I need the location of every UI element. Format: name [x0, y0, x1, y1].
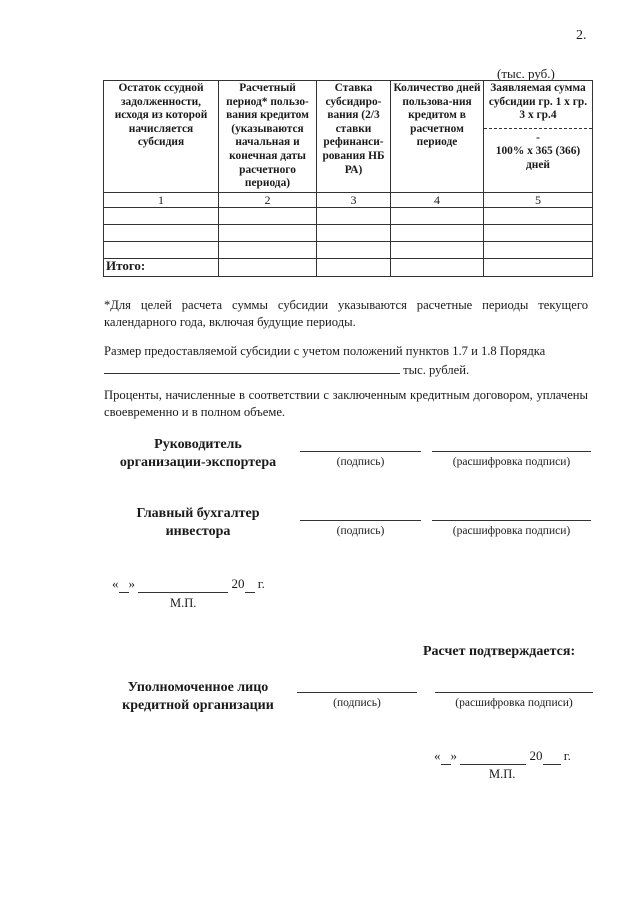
page-number: 2. — [576, 28, 587, 43]
quote-open: « — [112, 576, 119, 591]
name-line[interactable] — [432, 451, 591, 452]
table-cell[interactable] — [391, 225, 484, 242]
table-row — [104, 242, 593, 259]
table-row — [104, 208, 593, 225]
table-cell[interactable] — [317, 242, 391, 259]
name-caption: (расшифровка подписи) — [452, 525, 571, 537]
header-claimed-subsidy — [484, 81, 593, 193]
table-units: (тыс. руб.) — [497, 66, 555, 81]
total-cell[interactable] — [219, 259, 317, 277]
signatory-role-director — [103, 436, 293, 472]
column-number: 3 — [317, 193, 391, 208]
header-loan-balance: Остаток ссудной задолженности, исходя из которой начисляется субсидия — [104, 81, 219, 193]
signature-line[interactable] — [300, 520, 421, 521]
total-cell[interactable] — [391, 259, 484, 277]
subsidy-size-paragraph — [104, 343, 588, 379]
signature-caption: (подпись) — [333, 697, 381, 709]
signature-line[interactable] — [300, 451, 421, 452]
name-caption: (расшифровка подписи) — [455, 697, 573, 709]
role-line: организации-экспортера — [119, 455, 277, 470]
quote-close: » — [450, 748, 457, 763]
table-cell[interactable] — [484, 225, 593, 242]
role-line: инвестора — [165, 524, 231, 539]
table-cell[interactable] — [391, 208, 484, 225]
year-suffix: г. — [257, 576, 265, 591]
interest-statement: Проценты, начисленные в соответствии с заключенным кредитным договором, уплачены своевременно и в полном объеме. — [104, 388, 588, 419]
month-blank[interactable] — [460, 748, 526, 765]
table-cell[interactable] — [317, 208, 391, 225]
name-line[interactable] — [432, 520, 591, 521]
role-line: Уполномоченное лицо — [127, 680, 269, 695]
quote-close: » — [128, 576, 135, 591]
formula-denominator: 100% х 365 (366) дней — [495, 145, 581, 171]
day-blank[interactable] — [119, 576, 129, 593]
column-number-row — [104, 193, 593, 208]
table-cell[interactable] — [104, 242, 219, 259]
subsidy-calculation-table — [103, 80, 593, 277]
name-caption: (расшифровка подписи) — [452, 456, 571, 468]
name-line[interactable] — [435, 692, 593, 693]
table-cell[interactable] — [219, 225, 317, 242]
day-blank[interactable] — [441, 748, 451, 765]
subsidy-size-suffix: тыс. рублей. — [403, 363, 470, 377]
signatory-role-accountant — [103, 505, 293, 541]
total-row — [104, 259, 593, 277]
table-cell[interactable] — [484, 242, 593, 259]
table-header-row — [104, 81, 593, 193]
table-row — [104, 225, 593, 242]
table-cell[interactable] — [219, 208, 317, 225]
role-line: Руководитель — [154, 437, 242, 452]
footnote: *Для целей расчета суммы субсидии указываются расчетные периоды текущего календарного года, включая будущие периоды. — [104, 298, 588, 329]
total-label: Итого: — [104, 259, 219, 277]
table-cell[interactable] — [104, 208, 219, 225]
subsidy-size-text: Размер предоставляемой субсидии с учетом положений пунктов 1.7 и 1.8 Порядка — [104, 344, 546, 358]
column-number: 2 — [219, 193, 317, 208]
month-blank[interactable] — [138, 576, 228, 593]
total-cell[interactable] — [484, 259, 593, 277]
formula-dash: - — [536, 131, 540, 144]
role-line: кредитной организации — [122, 698, 274, 713]
year-blank[interactable] — [543, 748, 561, 765]
stamp-placeholder: М.П. — [170, 596, 197, 610]
signatory-role-bank-representative — [103, 679, 293, 715]
formula-numerator: Заявляемая сумма субсидии гр. 1 х гр. 3 х гр.4 — [488, 82, 588, 122]
date-field — [434, 748, 571, 765]
year-suffix: г. — [563, 748, 571, 763]
table-cell[interactable] — [317, 225, 391, 242]
table-cell[interactable] — [219, 242, 317, 259]
signature-caption: (подпись) — [336, 525, 385, 537]
header-days-count: Количество дней пользова-ния кредитом в расчетном периоде — [391, 81, 484, 193]
role-line: Главный бухгалтер — [136, 506, 260, 521]
year-blank[interactable] — [245, 576, 255, 593]
table-cell[interactable] — [104, 225, 219, 242]
year-prefix: 20 — [529, 748, 543, 763]
subsidy-amount-field[interactable] — [104, 360, 400, 374]
fraction-line — [484, 126, 592, 129]
date-field — [112, 576, 265, 593]
signature-caption: (подпись) — [336, 456, 385, 468]
header-subsidy-rate: Ставка субсидиро-вания (2/3 ставки рефинанси-рования НБ РА) — [317, 81, 391, 193]
column-number: 5 — [484, 193, 593, 208]
stamp-placeholder: М.П. — [489, 767, 516, 781]
column-number: 1 — [104, 193, 219, 208]
quote-open: « — [434, 748, 441, 763]
confirmation-title: Расчет подтверждается: — [423, 644, 576, 659]
table-cell[interactable] — [391, 242, 484, 259]
header-calculation-period: Расчетный период* пользо-вания кредитом (указываются начальная и конечная даты расчетного периода) — [219, 81, 317, 193]
total-cell[interactable] — [317, 259, 391, 277]
signature-line[interactable] — [297, 692, 417, 693]
year-prefix: 20 — [231, 576, 245, 591]
column-number: 4 — [391, 193, 484, 208]
table-cell[interactable] — [484, 208, 593, 225]
